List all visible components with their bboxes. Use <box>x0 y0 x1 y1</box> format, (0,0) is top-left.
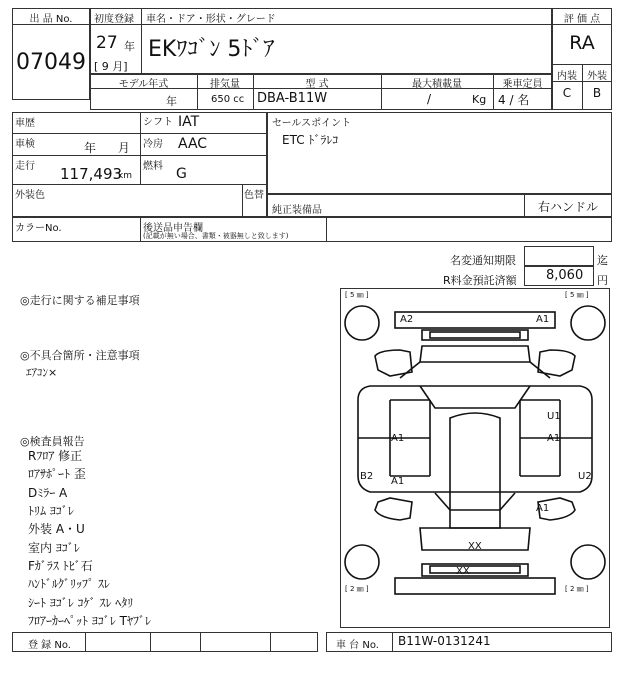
inspector-item: 室内 ﾖｺﾞﾚ <box>28 541 80 555</box>
max-load-value: / <box>427 92 432 106</box>
model-year-unit: 年 <box>166 95 177 108</box>
score-label: 評 価 点 <box>563 14 601 25</box>
interior-label: 内装 <box>557 71 577 82</box>
steering-value: 右ハンドル <box>537 200 598 214</box>
sales-point-value: ETC ﾄﾞﾗﾚｺ <box>282 133 339 147</box>
inspector-item: ﾄﾘﾑ ﾖｺﾞﾚ <box>28 504 74 518</box>
genuine-label: 純正装備品 <box>272 205 322 216</box>
color-no-label: カラーNo. <box>15 223 62 234</box>
inspector-item: ﾊﾝﾄﾞﾙｸﾞﾘｯﾌﾟ ｽﾚ <box>28 577 110 591</box>
mark-roof-rear: XX <box>468 541 482 552</box>
max-load-label: 最大積載量 <box>412 79 462 90</box>
mark-front-bumper-right: A1 <box>536 314 550 325</box>
inspector-item: Dﾐﾗｰ A <box>28 486 68 500</box>
ac-value: AAC <box>178 136 208 152</box>
first-reg-month: [ 9 月] <box>94 60 128 73</box>
car-name-label: 車名・ドア・形状・グレード <box>146 14 276 25</box>
driving-notes-title: ◎走行に関する補足事項 <box>20 294 140 307</box>
defects-title: ◎不具合箇所・注意事項 <box>20 349 140 362</box>
fuel-label: 燃料 <box>143 161 163 172</box>
tire-rear-left-depth: [ 2 ㎜ ] <box>345 585 369 593</box>
inspector-item: ﾌﾛｱｰｶｰﾍﾟｯﾄ ﾖｺﾞﾚ Tﾔﾌﾞﾚ <box>28 614 151 628</box>
chassis-number: B11W-0131241 <box>398 634 491 648</box>
capacity-label: 乗車定員 <box>502 79 543 90</box>
inspector-item: ｼｰﾄ ﾖｺﾞﾚ ｺｹﾞ ｽﾚ ﾍﾀﾘ <box>28 596 134 610</box>
deadline-unit: 迄 <box>597 254 608 267</box>
lot-label: 出 品 No. <box>29 14 73 25</box>
mileage-unit: km <box>118 171 132 181</box>
mark-rear-bumper: XX <box>456 566 470 577</box>
color-no-box <box>12 217 612 242</box>
score-value: RA <box>569 32 595 54</box>
lot-number: 07049 <box>16 50 86 75</box>
shift-value: IAT <box>178 114 200 130</box>
first-reg-year: 27 <box>96 33 118 53</box>
mark-left-door-front: A1 <box>391 433 405 444</box>
front-bumper <box>395 312 555 328</box>
interior-grade: C <box>562 86 572 100</box>
mileage-label: 走行 <box>15 161 35 172</box>
inspector-item: Fｶﾞﾗｽ ﾄﾋﾞ石 <box>28 559 93 573</box>
mark-left-side: B2 <box>360 471 374 482</box>
tire-front-left <box>345 306 379 340</box>
tire-front-right <box>571 306 605 340</box>
fuel-value: G <box>176 166 187 182</box>
tire-front-right-depth: [ 5 ㎜ ] <box>565 291 589 299</box>
ac-label: 冷房 <box>143 139 163 150</box>
reg-no-label: 登 録 No. <box>28 640 71 651</box>
model-year-label: モデル年式 <box>118 79 169 90</box>
tire-front-left-depth: [ 5 ㎜ ] <box>345 291 369 299</box>
color-change-label: 色替 <box>244 190 264 201</box>
tire-rear-right <box>571 545 605 579</box>
mileage-value: 117,493 <box>60 165 123 183</box>
history-label: 車歴 <box>15 118 35 129</box>
deadline-box <box>524 246 594 266</box>
car-name: EKﾜｺﾞﾝ 5ﾄﾞｱ <box>148 37 275 62</box>
type-code: DBA-B11W <box>257 91 328 106</box>
mark-right-side: U2 <box>578 471 592 482</box>
inspector-item: 外装 A・U <box>28 522 85 536</box>
inspection-label: 車検 <box>15 139 35 150</box>
first-reg-label: 初度登録 <box>94 14 134 25</box>
deadline-label: 名変通知期限 <box>450 254 516 267</box>
post-docs-note: (記載が無い場合、書類・被器無しと致します) <box>143 232 289 240</box>
car-outline-svg <box>340 288 610 628</box>
recycle-value: 8,060 <box>546 268 584 283</box>
mark-left-door-rear: A1 <box>391 476 405 487</box>
displacement-label: 排気量 <box>210 79 240 90</box>
mark-right-rear: A1 <box>536 503 550 514</box>
inspector-item: ﾛｱｻﾎﾟｰﾄ 歪 <box>28 467 86 481</box>
recycle-label: R料金預託済額 <box>443 274 517 287</box>
mark-right-fender: U1 <box>547 411 561 422</box>
recycle-unit: 円 <box>597 274 608 287</box>
inspector-title: ◎検査員報告 <box>20 435 85 448</box>
exterior-label: 外装 <box>587 71 607 82</box>
inspection-value: 年 月 <box>84 141 130 155</box>
exterior-color-label: 外装色 <box>15 190 45 201</box>
chassis-label: 車 台 No. <box>336 640 379 651</box>
post-docs-label: 後送品申告欄 <box>143 223 203 234</box>
type-label: 型 式 <box>305 79 329 90</box>
max-load-unit: Kg <box>472 93 487 106</box>
tire-rear-left <box>345 545 379 579</box>
sales-point-label: セールスポイント <box>272 118 352 129</box>
inspector-item: Rﾌﾛｱ 修正 <box>28 449 83 463</box>
capacity-value: 4 / 名 <box>498 93 530 107</box>
mark-front-bumper-left: A2 <box>400 314 414 325</box>
displacement-value: 650 cc <box>211 94 245 105</box>
year-unit: 年 <box>124 40 135 53</box>
exterior-grade: B <box>592 86 602 100</box>
tire-rear-right-depth: [ 2 ㎜ ] <box>565 585 589 593</box>
defect-item: ｴｱｺﾝ× <box>26 366 58 379</box>
mark-right-door-front: A1 <box>547 433 561 444</box>
shift-label: シフト <box>143 117 173 128</box>
